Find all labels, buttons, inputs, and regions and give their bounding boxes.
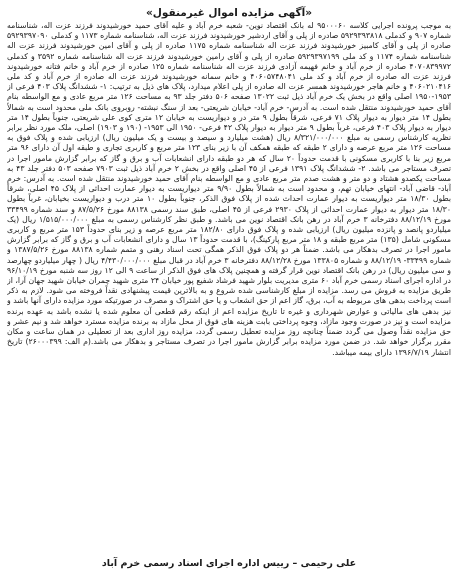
notice-signature: علی رحیمی – رییس اداره اجرای اسناد رسمی خرم آباد [101,558,357,569]
notice-body [7,21,451,555]
notice-paragraph-intro: به موجب پرونده اجرایی کلاسه ۹۵۰۰۰۶۰ له بانک اقتصاد نوین- شعبه خرم آباد و علیه آقای حمید خورشیدوند فرزند عزت اله، شناسنامه شماره ۹۰۷ و کدملی ۵۹۲۹۳۹۳۸۱۸ صادره از پلی و آقای اردشیر خورشیدوند فرزند عزت اله، شناسنامه شماره ۱۱۷۳ و کدملی ۵۹۲۹۳۹۷۰۹۰ صادره از پلی و آقای کامبیز خورشیدوند فرزند عزت اله شناسنامه شماره ۱۱۷۵ صادره از پلی و آقای امین خورشیدوند فرزند عزت اله شناسنامه شماره ۱۱۷۴ و کد ملی ۵۹۲۹۳۹۷۱۹۹ صادره از پلی و آقای رامین خورشیدوند فرزند عزت اله شناسنامه شماره ۳۵۹۲ و کدملی ۴۰۷۰۸۳۹۹۷۲ صادره از خرم آباد و خانم فهیمه آزادی فرزند عزت اله شناسنامه شماره ۱۲۵ صادره از خرم آباد و خانم فتانه خورشیدوند فرزند عزت اله صادره از خرم آباد و کد ملی ۴۰۶۰۵۷۴۸۰۴۱ و خانم سمانه خورشیدوند فرزند عزت اله صادره از خرم آباد و کد ملی ۴۰۶۰۲۱۰۴۱۶ و خانم هاجر خورشیدوند همسر عزت اله صادره از پلی اعلام میدارد، پلاک های ذیل به ترتیب: [7,21,451,92]
notice-paragraph-properties: ۱- ششدانگ پلاک ۴۰۳ فرعی از ۱۹۵۳-۱۹۵۰ اصلی واقع در بخش یک خرم آباد ذیل ثبت ۱۳۰۲۲ صفحه ۵۰۶ دفتر جلد ۹۳ به مساحت ۱۲۶ متر مربع عادی و مع الواسطه بنام آقای حمید خورشیدوند منتقل شده است. به آدرس- خرم آباد- خیابان شریعتی- بعد از سنگ نبشته- روبروی بانک ملی محدود است به شمالاً بطول ۱۴ متر دیوار به دیوار پلاک ۷۱ فرعی، شرقاً بطول ۹ متر در و دیواریست به خیابان ۱۲ متری کوی علی شریعتی، جنوباً بطول ۱۴ متر دیوار به دیوار پلاک ۴۰۳ فرعی، غرباً بطول ۹ متر دیوار به دیوار پلاک ۴۲ فرعی- ۱۹۵۰ الی ۱۹۵۳- (۱۹۰ و ۱۹۰۳) اصلی، ملک مورد نظر برابر نظریه کارشناس رسمی به مبلغ ۸/۳۲۱/۰۰۰/۰۰۰ ریال (هشت میلیارد و سیصد و بیست و یک میلیون ریال) ارزیابی شده و پلاک فوق به مساحت ۱۲۶ متر مربع عرصه و دارای ۲ طبقه که طبقه همکف آن با زیر بنای ۱۲۳ متر مربع و کاربری تجاری و طبقه اول آن دارای ۹۶ متر مربع زیر بنا با کاربری مسکونی با قدمت حدوداً ۲۰ سال که هر دو طبقه دارای انشعابات آب و برق و گاز که برابر گزارش مامور اجرا در تصرف مستاجر می باشد. ۲- ششدانگ پلاک ۱۳۹۱ فرعی از ۴۵ اصلی واقع در بخش ۲ خرم آباد ذیل ثبت ۷۹۰۳ صفحه ۵۰۳ دفتر جلد ۴۳ به مساحت یکصدو هشتاد و دو متر و هشت صدم متر مربع عادی و مع الواسطه بنام آقای حمید خورشیدوند منتقل شده است. به آدرس: خرم آباد- قاضی آباد- انتهای خیابان تهم، و محدود است به شمالاً بطول ۹/۹۰ متر دیواریست به دیوار عمارت احداثی از پلاک ۴۵ اصلی، شرقاً بطول ۱۸/۳۰ متر دیواریست به دیوار عمارت احداث شده از پلاک فوق الذکر، جنوباً بطول ۱۰ متر درب و دیواریست بخیابان، غرباً بطول ۱۸/۳۰ متر دیوار به دیوار عمارت احداثی از پلاک ۲۹۳۰ فرعی از ۴۵ اصلی، طبق سند رسمی ۸۸۱۳۸ مورخ ۸۷/۵/۲۶ و سند شماره ۳۳۴۹۹ مورخ ۸۸/۱۲/۱۹ دفترخانه ۳ خرم آباد در رهن بانک اقتصاد نوین می باشد. و طبق نظر کارشناس رسمی به مبلغ ۱/۵۱۵/۰۰۰/۰۰۰ ریال (یک میلیاردو پانصد و پانزده میلیون ریال) ارزیابی شده و پلاک فوق دارای ۱۸۲/۸۰ متر مربع عرصه و زیر بنای حدوداً ۱۵۳ متر مربع و کاربری مسکونی شامل (۱۳۵) متر مربع طبقه و ۱۸ متر مربع پارکینگ)، با قدمت حدوداً ۱۳ سال و دارای انشعابات آب و برق و گاز که برابر گزارش مامور اجرا در تصرف بدهکار می باشد. [7,82,451,255]
notice-paragraph-conditions: ضمناً هر دو پلاک فوق الذکر همگی تحت اسناد رهنی و متمم شماره ۸۸۱۳۸ مورخ ۱۳۸۷/۵/۲۶ و شماره ۳۳۴۹۹- ۸۸/۱۲/۱۹ و شماره ۱۳۳۸۰۵ مورخ ۸۸/۱۲/۲۸ دفترخانه ۳ خرم آباد در قبال مبلغ ۴/۴۳۰/۰۰۰/۰۰۰ ریال ( چهار میلیاردو چهارصد و سی میلیون ریال) در رهن بانک اقتصاد نوین قرار گرفته و همچنین پلاک های فوق الذکر از ساعت ۹ الی ۱۲ روز سه شنبه مورخ ۹۶/۱۰/۱۹ در اداره اجرای اسناد رسمی خرم آباد ۶۰ متری مدیریت بلوار شهید فرشاد شفیع پور خیابان ۲۴ متری شهید چمران خیابان شهید جهان آرا، از طریق مزایده به فروش می رسد. مزایده از مبلغ کارشناسی شده شروع و به بالاترین قیمت پیشنهادی نقداً فروخته می شود. لازم به ذکر است پرداخت بدهی های مربوطه به آب، برق، گاز اعم از حق انشعاب و یا حق اشتراک و مصرف در صورتیکه مورد مزایده دارای آنها باشد و نیز بدهی های مالیاتی و عوارض شهرداری و غیره تا تاریخ مزایده اعم از اینکه رقم قطعی آن معلوم شده یا نشده باشد به عهده برنده مزایده است و نیز در صورت وجود مازاد، وجوه پرداختی بابت هزینه های فوق از محل مازاد به برنده مزایده مسترد خواهد شد و نیم عشر و حق مزایده نقداً وصول می گردد ضمناً چنانچه روز مزایده تعطیل رسمی گردد، مزایده روز اداری بعد از تعطیلی در همان ساعت و مکان مقرر برگزار خواهد شد. در ضمن مورد مزایده برابر گزارش مامور اجرا در تصرف مستاجر و بدهکار می باشد.(م الف: ۲۶۰۰۰۳۹۹) تاریخ انتشار ۱۳۹۶/۷/۱۹ دارای بیمه میباشد. [7,245,451,357]
notice-title: «آگهی مزایده اموال غیرمنقول» [145,7,313,19]
